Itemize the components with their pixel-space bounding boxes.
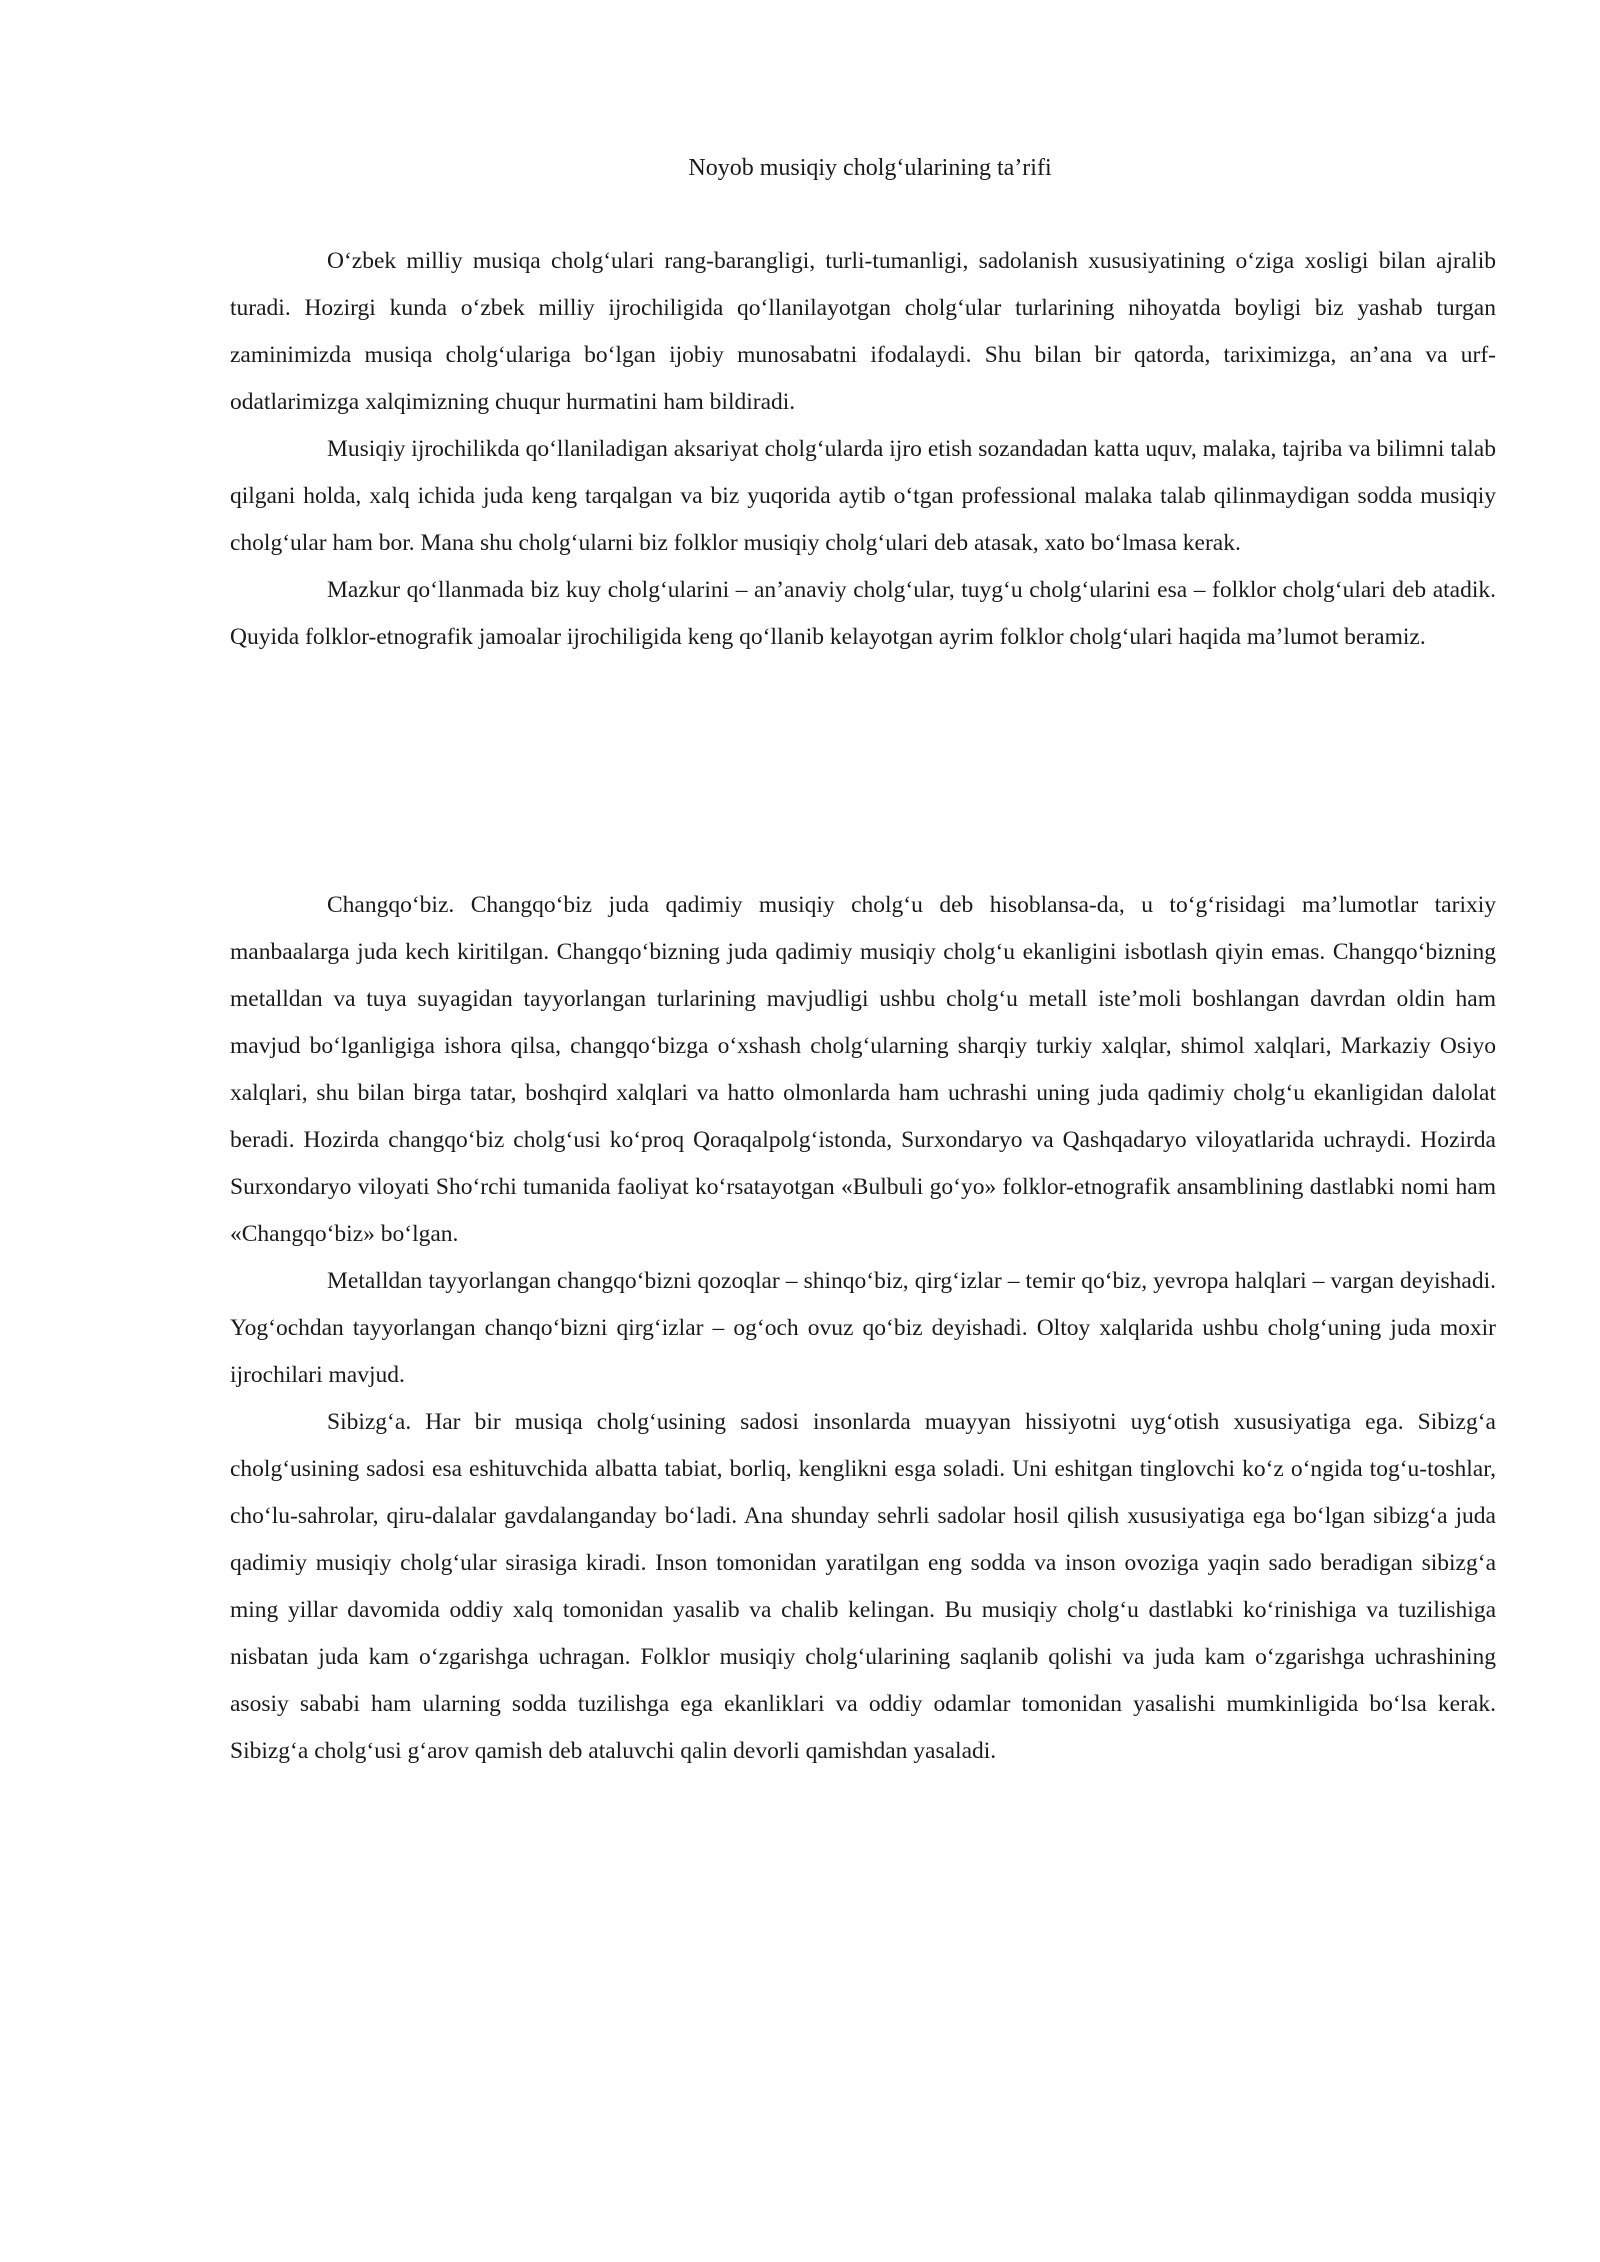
paragraph-changqobiz-names: Metalldan tayyorlangan changqo‘bizni qozoqlar – shinqo‘biz, qirg‘izlar – temir qo‘biz, yevropa halqlari – vargan deyishadi. Yog‘ochdan tayyorlangan chanqo‘bizni qirg‘izlar – og‘och ovuz qo‘biz deyishadi. Oltoy xalqlarida ushbu cholg‘uning juda moxir ijrochilari mavjud. <box>230 1268 1496 1388</box>
document-title: Noyob musiqiy cholg‘ularining ta’rifi <box>688 155 1052 181</box>
paragraph-intro-3: Mazkur qo‘llanmada biz kuy cholg‘ularini – an’anaviy cholg‘ular, tuyg‘u cholg‘ularini esa – folklor cholg‘ulari deb atadik. Quyida folklor-etnografik jamoalar ijrochiligida keng qo‘llanib kelayotgan ayrim folklor cholg‘ulari haqida ma’lumot beramiz. <box>230 577 1496 650</box>
paragraph-intro-1: O‘zbek milliy musiqa cholg‘ulari rang-barangligi, turli-tumanligi, sadolanish xususiyatining o‘ziga xosligi bilan ajralib turadi. Hozirgi kunda o‘zbek milliy ijrochiligida qo‘llanilayotgan cholg‘ular turlarining nihoyatda boyligi biz yashab turgan zaminimizda musiqa cholg‘ulariga bo‘lgan ijobiy munosabatni ifodalaydi. Shu bilan bir qatorda, tariximizga, an’ana va urf-odatlarimizga xalqimizning chuqur hurmatini ham bildiradi. <box>230 248 1496 415</box>
paragraph-changqobiz: Changqo‘biz. Changqo‘biz juda qadimiy musiqiy cholg‘u deb hisoblansa-da, u to‘g‘risidagi ma’lumotlar tarixiy manbaalarga juda kech kiritilgan. Changqo‘bizning juda qadimiy musiqiy cholg‘u ekanligini isbotlash qiyin emas. Changqo‘bizning metalldan va tuya suyagidan tayyorlangan turlarining mavjudligi ushbu cholg‘u metall iste’moli boshlangan davrdan oldin ham mavjud bo‘lganligiga ishora qilsa, changqo‘bizga o‘xshash cholg‘ularning sharqiy turkiy xalqlar, shimol xalqlari, Markaziy Osiyo xalqlari, shu bilan birga tatar, boshqird xalqlari va hatto olmonlarda ham uchrashi uning juda qadimiy cholg‘u ekanligidan dalolat beradi. Hozirda changqo‘biz cholg‘usi ko‘proq Qoraqalpolg‘istonda, Surxondaryo va Qashqadaryo viloyatlarida uchraydi. Hozirda Surxondaryo viloyati Sho‘rchi tumanida faoliyat ko‘rsatayotgan «Bulbuli go‘yo» folklor-etnografik ansamblining dastlabki nomi ham «Changqo‘biz» bo‘lgan. <box>230 892 1496 1247</box>
paragraph-intro-2: Musiqiy ijrochilikda qo‘llaniladigan aksariyat cholg‘ularda ijro etish sozandadan katta uquv, malaka, tajriba va bilimni talab qilgani holda, xalq ichida juda keng tarqalgan va biz yuqorida aytib o‘tgan professional malaka talab qilinmaydigan sodda musiqiy cholg‘ular ham bor. Mana shu cholg‘ularni biz folklor musiqiy cholg‘ulari deb atasak, xato bo‘lmasa kerak. <box>230 436 1496 556</box>
intro-section <box>230 238 1496 661</box>
instruments-section <box>230 882 1496 1775</box>
paragraph-sibizga: Sibizg‘a. Har bir musiqa cholg‘usining sadosi insonlarda muayyan hissiyotni uyg‘otish xususiyatiga ega. Sibizg‘a cholg‘usining sadosi esa eshituvchida albatta tabiat, borliq, kenglikni esga soladi. Uni eshitgan tinglovchi ko‘z o‘ngida tog‘u-toshlar, cho‘lu-sahrolar, qiru-dalalar gavdalanganday bo‘ladi. Ana shunday sehrli sadolar hosil qilish xususiyatiga ega bo‘lgan sibizg‘a juda qadimiy musiqiy cholg‘ular sirasiga kiradi. Inson tomonidan yaratilgan eng sodda va inson ovoziga yaqin sado beradigan sibizg‘a ming yillar davomida oddiy xalq tomonidan yasalib va chalib kelingan. Bu musiqiy cholg‘u dastlabki ko‘rinishiga va tuzilishiga nisbatan juda kam o‘zgarishga uchragan. Folklor musiqiy cholg‘ularining saqlanib qolishi va juda kam o‘zgarishga uchrashining asosiy sababi ham ularning sodda tuzilishga ega ekanliklari va oddiy odamlar tomonidan yasalishi mumkinligida bo‘lsa kerak. Sibizg‘a cholg‘usi g‘arov qamish deb ataluvchi qalin devorli qamishdan yasaladi. <box>230 1409 1496 1764</box>
